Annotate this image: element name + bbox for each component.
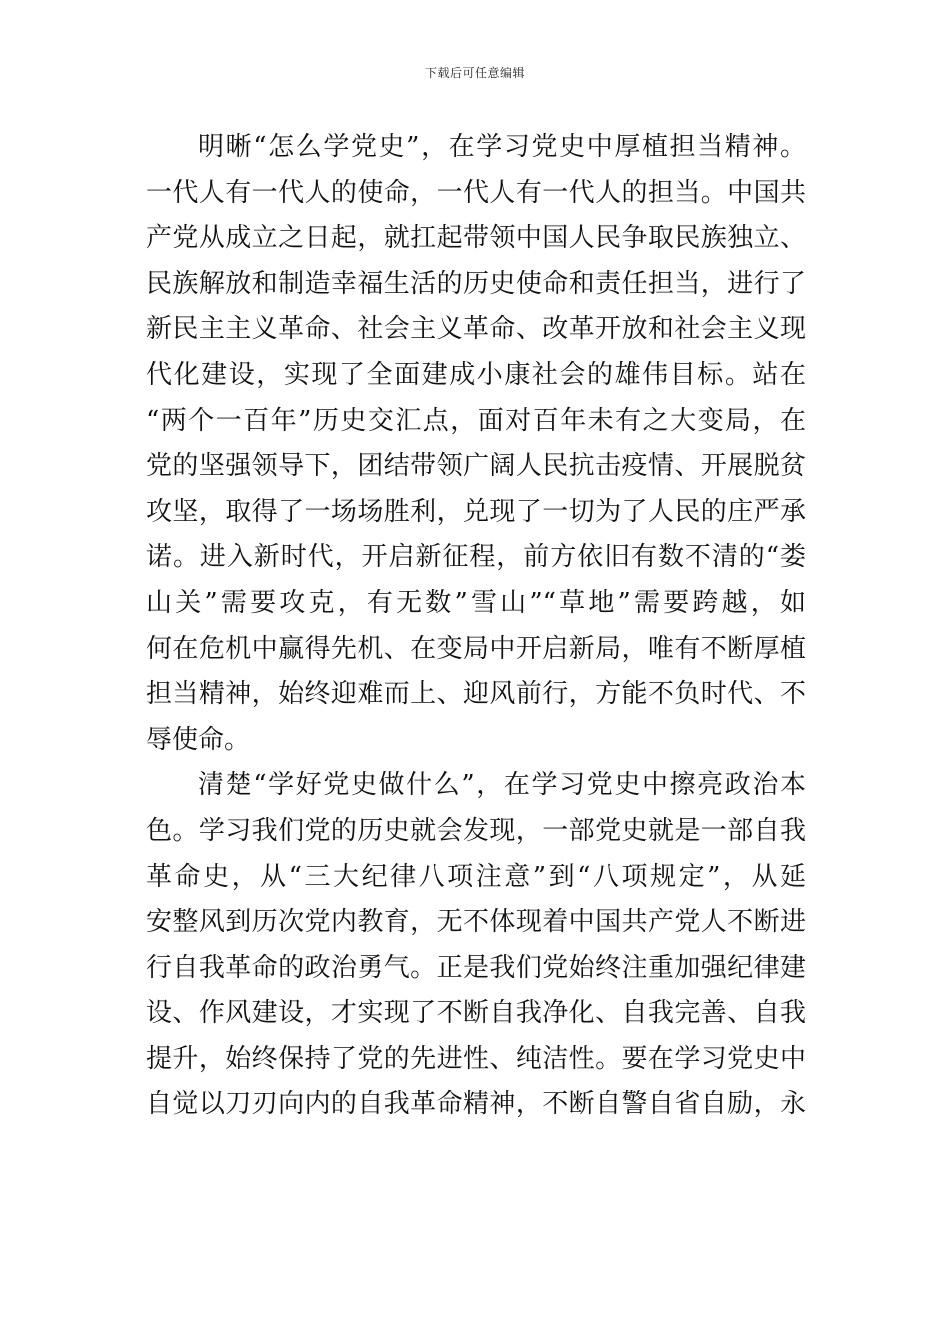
- text-line: 清楚“学好党史做什么”，在学习党史中擦亮政治本: [198, 770, 806, 801]
- paragraph-1: [146, 125, 806, 763]
- text-line: 行自我革命的政治勇气。正是我们党始终注重加强纪律建: [146, 952, 806, 983]
- text-line: 新民主主义革命、社会主义革命、改革开放和社会主义现: [146, 314, 806, 345]
- text-line: 党的坚强领导下，团结带领广阔人民抗击疫情、开展脱贫: [146, 451, 806, 482]
- text-line: “两个一百年”历史交汇点，面对百年未有之大变局，在: [146, 405, 806, 436]
- text-line: 革命史，从“三大纪律八项注意”到“八项规定”，从延: [146, 861, 806, 892]
- text-line: 产党从成立之日起，就扛起带领中国人民争取民族独立、: [146, 223, 806, 254]
- text-line: 山关”需要攻克，有无数”雪山”“草地”需要跨越，如: [146, 587, 806, 618]
- text-line: 明晰“怎么学党史”，在学习党史中厚植担当精神。: [198, 132, 806, 162]
- text-line: 攻坚，取得了一场场胜利，兑现了一切为了人民的庄严承: [146, 496, 806, 527]
- text-line: 何在危机中赢得先机、在变局中开启新局，唯有不断厚植: [146, 633, 806, 664]
- text-line: 辱使命。: [146, 724, 251, 755]
- paragraph-2: [146, 763, 806, 1128]
- text-line: 诺。进入新时代，开启新征程，前方依旧有数不清的“娄: [146, 542, 806, 573]
- text-line: 担当精神，始终迎难而上、迎风前行，方能不负时代、不: [146, 679, 806, 710]
- text-line: 色。学习我们党的历史就会发现，一部党史就是一部自我: [146, 815, 806, 846]
- text-line: 设、作风建设，才实现了不断自我净化、自我完善、自我: [146, 998, 806, 1029]
- page-header: 下载后可任意编辑: [424, 66, 525, 80]
- text-line: 提升，始终保持了党的先进性、纯洁性。要在学习党史中: [146, 1043, 806, 1074]
- text-line: 安整风到历次党内教育，无不体现着中国共产党人不断进: [146, 907, 806, 938]
- body-text: [146, 125, 806, 1128]
- text-line: 一代人有一代人的使命，一代人有一代人的担当。中国共: [146, 177, 806, 208]
- text-line: 民族解放和制造幸福生活的历史使命和责任担当，进行了: [146, 268, 806, 299]
- text-line: 代化建设，实现了全面建成小康社会的雄伟目标。站在: [146, 359, 806, 390]
- text-line: 自觉以刀刃向内的自我革命精神，不断自警自省自励，永: [146, 1089, 806, 1120]
